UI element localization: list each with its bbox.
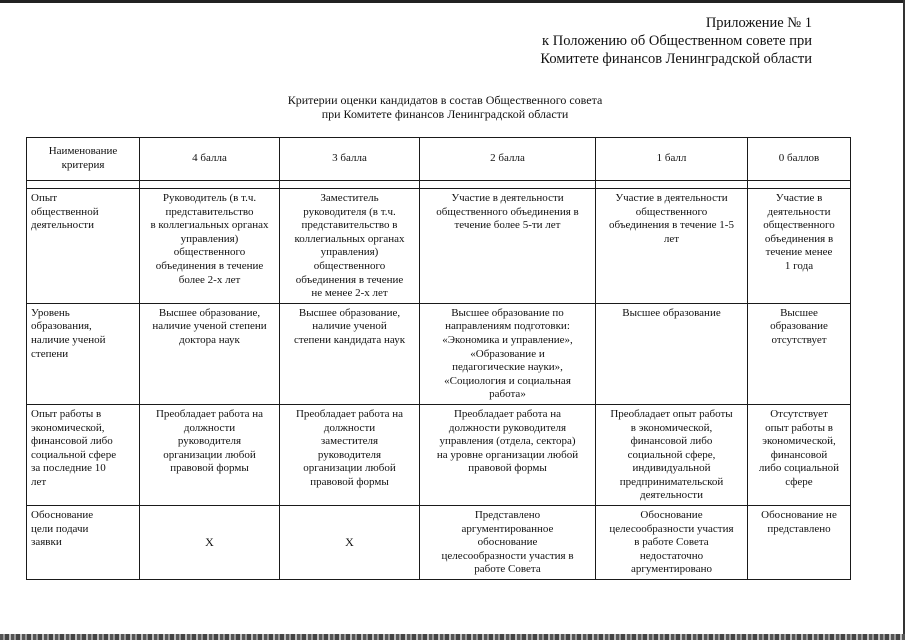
appendix-number: Приложение № 1 [705, 15, 812, 31]
criteria-table [26, 137, 851, 580]
table-row [27, 506, 851, 580]
score-cell: Высшее образование, наличие ученой степени кандидата наук [280, 303, 420, 404]
score-cell: Участие в деятельности общественного объединения в течение более 5-ти лет [420, 189, 596, 304]
column-header-4-points: 4 балла [140, 138, 280, 181]
score-cell: Отсутствует опыт работы в экономической, финансовой либо социальной сфере [748, 404, 851, 505]
column-header-2-points: 2 балла [420, 138, 596, 181]
caption-line-1: Критерии оценки кандидатов в состав Общественного совета [287, 93, 603, 107]
score-cell: Обоснование целесообразности участия в работе Совета недостаточно аргументировано [596, 506, 748, 580]
table-row [27, 303, 851, 404]
scan-edge-top [0, 0, 905, 3]
score-cell: Участие в деятельности общественного объединения в течение 1-5 лет [596, 189, 748, 304]
score-cell: Преобладает опыт работы в экономической, финансовой либо социальной сфере, индивидуальной предпринимательской деятельности [596, 404, 748, 505]
not-applicable-mark: X [280, 506, 420, 580]
criterion-name: Опыт общественной деятельности [27, 189, 140, 304]
column-header-criterion: Наименование критерия [27, 138, 140, 181]
caption-line-2: при Комитете финансов Ленинградской области [321, 107, 569, 121]
score-cell: Руководитель (в т.ч. представительство в коллегиальных органах управления) общественного объединения в течение более 2-х лет [140, 189, 280, 304]
column-header-0-points: 0 баллов [748, 138, 851, 181]
score-cell: Преобладает работа на должности руководителя организации любой правовой формы [140, 404, 280, 505]
appendix-reference: к Положению об Общественном совете при [542, 33, 812, 49]
appendix-header [540, 14, 812, 68]
score-cell: Высшее образование по направлениям подготовки: «Экономика и управление», «Образование и педагогические науки», «Социология и социальная работа» [420, 303, 596, 404]
table-row [27, 404, 851, 505]
score-cell: Обоснование не представлено [748, 506, 851, 580]
not-applicable-mark: X [140, 506, 280, 580]
score-cell: Высшее образование, наличие ученой степени доктора наук [140, 303, 280, 404]
score-cell: Заместитель руководителя (в т.ч. представительство в коллегиальных органах управления) общественного объединения в течение не менее 2-х лет [280, 189, 420, 304]
appendix-committee: Комитете финансов Ленинградской области [540, 51, 812, 67]
table-header-row [27, 138, 851, 181]
score-cell: Участие в деятельности общественного объединения в течение менее 1 года [748, 189, 851, 304]
criterion-name: Опыт работы в экономической, финансовой либо социальной сфере за последние 10 лет [27, 404, 140, 505]
score-cell: Преобладает работа на должности заместителя руководителя организации любой правовой формы [280, 404, 420, 505]
scan-edge-bottom [0, 634, 905, 640]
table-row [27, 189, 851, 304]
table-spacer-row [27, 181, 851, 189]
score-cell: Преобладает работа на должности руководителя управления (отдела, сектора) на уровне организации любой правовой формы [420, 404, 596, 505]
score-cell: Высшее образование [596, 303, 748, 404]
score-cell: Представлено аргументированное обоснование целесообразности участия в работе Совета [420, 506, 596, 580]
criterion-name: Уровень образования, наличие ученой степени [27, 303, 140, 404]
column-header-3-points: 3 балла [280, 138, 420, 181]
column-header-1-point: 1 балл [596, 138, 748, 181]
document-caption [230, 93, 660, 121]
criterion-name: Обоснование цели подачи заявки [27, 506, 140, 580]
score-cell: Высшее образование отсутствует [748, 303, 851, 404]
